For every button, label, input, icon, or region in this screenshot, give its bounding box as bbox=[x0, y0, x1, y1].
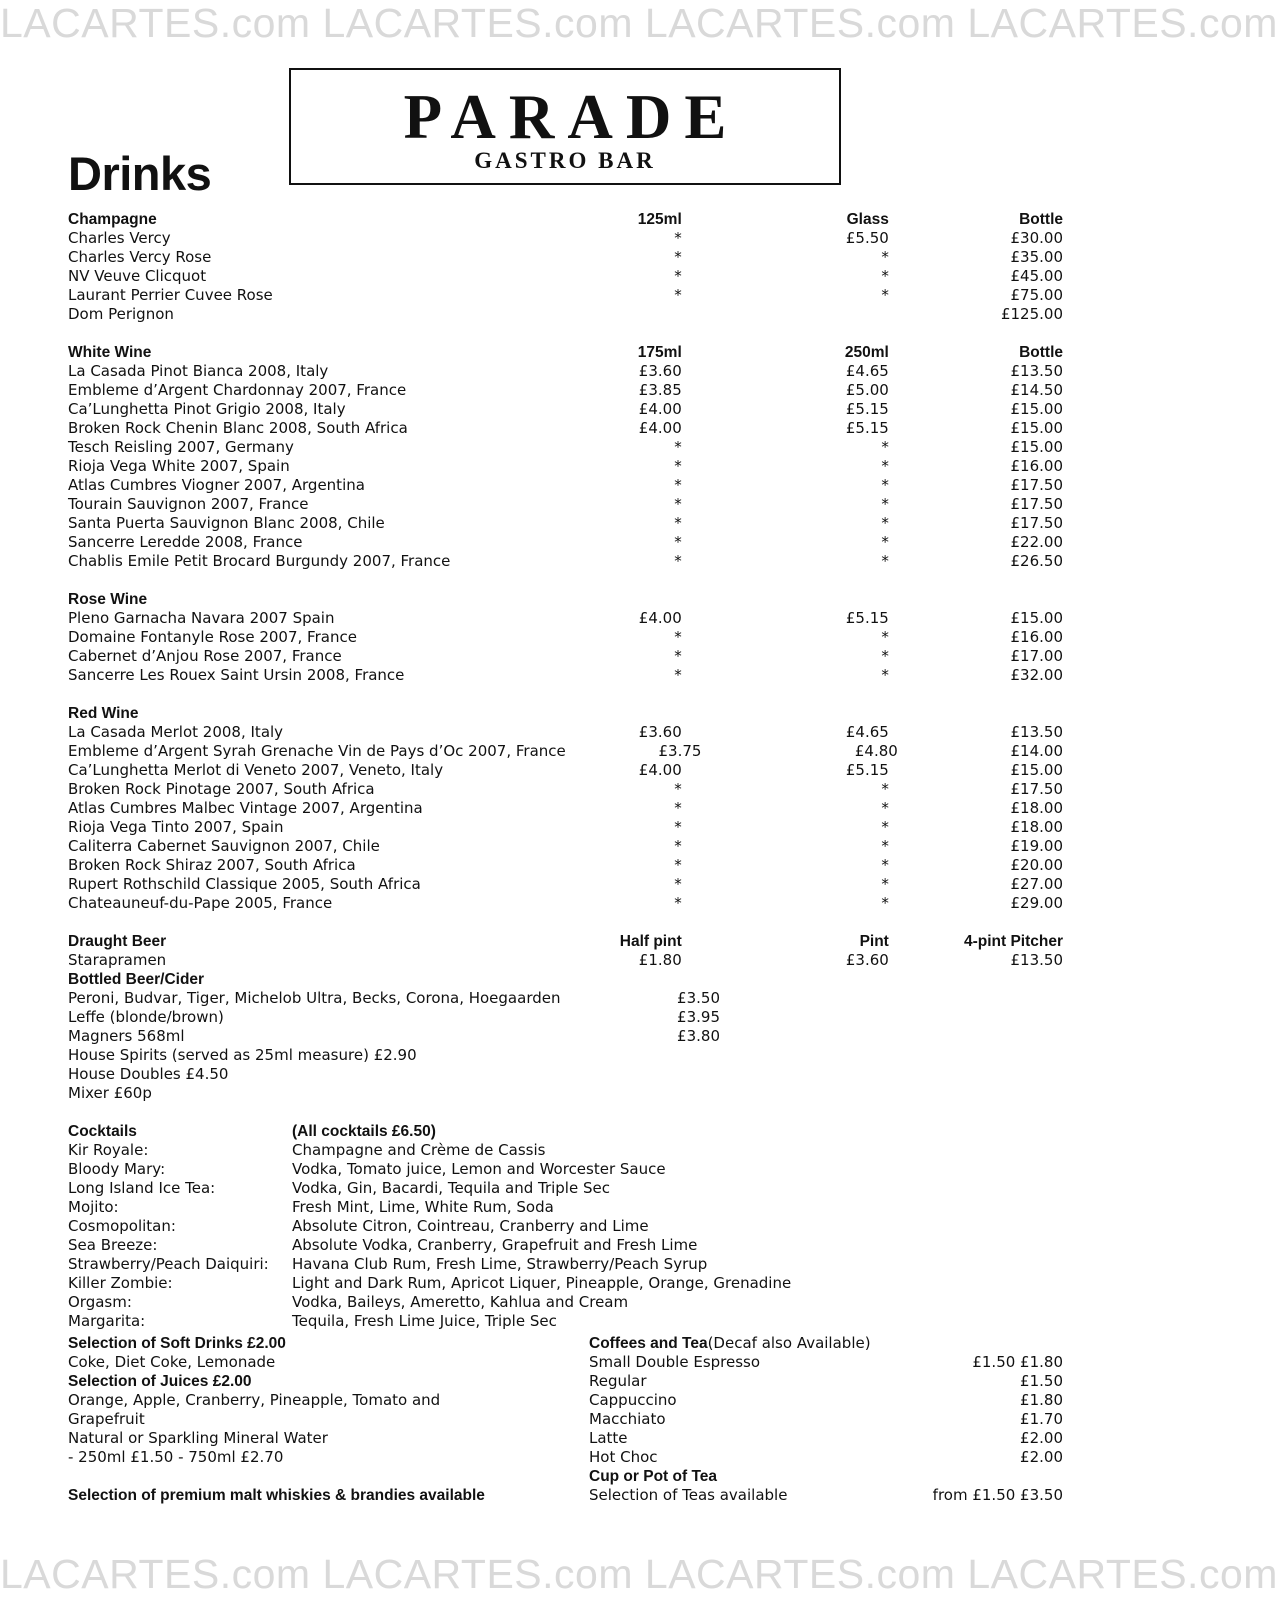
item-price: * bbox=[881, 875, 889, 893]
item-price: £29.00 bbox=[1010, 894, 1063, 912]
item-name: Ca’Lunghetta Pinot Grigio 2008, Italy bbox=[68, 400, 346, 418]
item-name: Atlas Cumbres Viogner 2007, Argentina bbox=[68, 476, 365, 494]
item-name: Dom Perignon bbox=[68, 305, 174, 323]
watermark-bottom: LACARTES.com LACARTES.com LACARTES.com LACARTES.com bbox=[0, 1551, 1278, 1597]
menu-item bbox=[68, 780, 1063, 799]
section-title: White Wine bbox=[68, 344, 152, 361]
cocktail-item bbox=[68, 1160, 1063, 1179]
item-price: £13.50 bbox=[1010, 723, 1063, 741]
cocktail-item bbox=[68, 1274, 1063, 1293]
menu-item bbox=[589, 1372, 1063, 1391]
item-name: Selection of Teas available bbox=[589, 1486, 788, 1504]
item-name: Small Double Espresso bbox=[589, 1353, 761, 1371]
menu-item bbox=[68, 628, 1063, 647]
menu-item bbox=[68, 837, 1063, 856]
menu-item bbox=[68, 799, 1063, 818]
soft-drinks-list: Coke, Diet Coke, Lemonade bbox=[68, 1353, 276, 1371]
menu-item bbox=[589, 1429, 1063, 1448]
soft-drinks-column bbox=[68, 1334, 568, 1505]
item-price: £1.70 bbox=[1020, 1410, 1063, 1428]
menu-item bbox=[68, 609, 1063, 628]
col-header bbox=[682, 590, 889, 609]
logo-box bbox=[289, 68, 841, 185]
item-name: Embleme d’Argent Chardonnay 2007, France bbox=[68, 381, 407, 399]
item-name: Latte bbox=[589, 1429, 628, 1447]
item-price: £27.00 bbox=[1010, 875, 1063, 893]
item-name: Laurant Perrier Cuvee Rose bbox=[68, 286, 273, 304]
cocktail-name: Orgasm: bbox=[68, 1293, 132, 1311]
item-price: * bbox=[674, 780, 682, 798]
item-price: * bbox=[674, 799, 682, 817]
cocktail-item bbox=[68, 1179, 1063, 1198]
cocktails-heading bbox=[68, 1122, 1063, 1141]
coffee-heading bbox=[589, 1334, 1063, 1353]
cocktail-name: Sea Breeze: bbox=[68, 1236, 158, 1254]
cocktail-name: Bloody Mary: bbox=[68, 1160, 166, 1178]
item-name: Sancerre Les Rouex Saint Ursin 2008, France bbox=[68, 666, 405, 684]
item-name: Embleme d’Argent Syrah Grenache Vin de Pays d’Oc 2007, France bbox=[68, 742, 566, 760]
cocktail-item bbox=[68, 1236, 1063, 1255]
menu-item bbox=[68, 647, 1063, 666]
item-price: £5.15 bbox=[845, 419, 889, 437]
juices-line: Grapefruit bbox=[68, 1410, 145, 1428]
cocktail-desc: Fresh Mint, Lime, White Rum, Soda bbox=[292, 1198, 554, 1216]
menu-item bbox=[589, 1353, 1063, 1372]
cocktail-desc: Light and Dark Rum, Apricot Liquer, Pineapple, Orange, Grenadine bbox=[292, 1274, 792, 1292]
cocktail-name: Cosmopolitan: bbox=[68, 1217, 176, 1235]
item-price: £30.00 bbox=[1010, 229, 1063, 247]
item-price: * bbox=[674, 229, 682, 247]
section-heading bbox=[68, 704, 1063, 723]
menu-item bbox=[68, 894, 1063, 913]
bottled-heading: Bottled Beer/Cider bbox=[68, 971, 205, 988]
col-header: 4-pint Pitcher bbox=[963, 933, 1063, 950]
coffee-column bbox=[589, 1334, 1063, 1505]
section-title: Cocktails bbox=[68, 1123, 137, 1140]
item-name: Domaine Fontanyle Rose 2007, France bbox=[68, 628, 357, 646]
item-price: * bbox=[881, 894, 889, 912]
item-price bbox=[682, 305, 889, 324]
item-price: * bbox=[674, 552, 682, 570]
item-price: £3.75 bbox=[658, 742, 702, 760]
item-price: £17.50 bbox=[1010, 476, 1063, 494]
cocktail-desc: Havana Club Rum, Fresh Lime, Strawberry/Peach Syrup bbox=[292, 1255, 708, 1273]
premium-note: Selection of premium malt whiskies & brandies available bbox=[68, 1487, 485, 1504]
item-price: £15.00 bbox=[1010, 438, 1063, 456]
item-price: * bbox=[674, 818, 682, 836]
item-name: Tourain Sauvignon 2007, France bbox=[68, 495, 309, 513]
menu-item bbox=[68, 1008, 1063, 1027]
logo-subtitle: GASTRO BAR bbox=[474, 148, 656, 173]
col-header: Pint bbox=[859, 933, 889, 950]
item-price: * bbox=[881, 628, 889, 646]
item-price: * bbox=[881, 457, 889, 475]
menu-item bbox=[589, 1410, 1063, 1429]
menu-item bbox=[68, 856, 1063, 875]
cocktails-note: (All cocktails £6.50) bbox=[292, 1123, 436, 1140]
item-price: £4.80 bbox=[854, 742, 898, 760]
item-name: Caliterra Cabernet Sauvignon 2007, Chile bbox=[68, 837, 380, 855]
menu-item bbox=[68, 305, 1063, 324]
menu-item bbox=[68, 229, 1063, 248]
menu-item bbox=[68, 951, 1063, 970]
juices-heading: Selection of Juices £2.00 bbox=[68, 1373, 252, 1390]
item-name: Broken Rock Chenin Blanc 2008, South Africa bbox=[68, 419, 408, 437]
item-name: Broken Rock Pinotage 2007, South Africa bbox=[68, 780, 375, 798]
item-name: Peroni, Budvar, Tiger, Michelob Ultra, Becks, Corona, Hoegaarden bbox=[68, 989, 561, 1007]
menu-item bbox=[68, 248, 1063, 267]
section-title: Rose Wine bbox=[68, 591, 148, 608]
col-header: 250ml bbox=[844, 344, 889, 361]
item-price: £1.80 bbox=[1020, 1391, 1063, 1409]
cocktail-item bbox=[68, 1255, 1063, 1274]
menu-item bbox=[68, 552, 1063, 571]
page-title: Drinks bbox=[68, 147, 212, 200]
item-price: £2.00 bbox=[1020, 1429, 1063, 1447]
item-name: Chablis Emile Petit Brocard Burgundy 2007, France bbox=[68, 552, 451, 570]
item-price: * bbox=[881, 286, 889, 304]
menu-item bbox=[589, 1448, 1063, 1467]
item-price: * bbox=[674, 476, 682, 494]
item-price: £16.00 bbox=[1010, 628, 1063, 646]
menu-item bbox=[68, 875, 1063, 894]
item-name: Rupert Rothschild Classique 2005, South Africa bbox=[68, 875, 421, 893]
item-name: Hot Choc bbox=[589, 1448, 658, 1466]
item-price: £32.00 bbox=[1010, 666, 1063, 684]
col-header bbox=[539, 590, 682, 609]
item-price: * bbox=[881, 267, 889, 285]
item-price: £26.50 bbox=[1010, 552, 1063, 570]
item-price: * bbox=[881, 476, 889, 494]
cocktail-name: Margarita: bbox=[68, 1312, 146, 1330]
item-price: £3.85 bbox=[638, 381, 682, 399]
menu-note: Mixer £60p bbox=[68, 1084, 152, 1102]
col-header: Glass bbox=[846, 211, 889, 228]
cocktail-item bbox=[68, 1293, 1063, 1312]
menu-item bbox=[68, 989, 1063, 1008]
item-price: £1.50 bbox=[1020, 1372, 1063, 1390]
menu-item bbox=[68, 286, 1063, 305]
col-header: 175ml bbox=[637, 344, 682, 361]
section-title: Red Wine bbox=[68, 705, 139, 722]
item-price: * bbox=[881, 514, 889, 532]
cocktail-item bbox=[68, 1141, 1063, 1160]
menu-item bbox=[68, 723, 1063, 742]
item-price: * bbox=[881, 438, 889, 456]
soft-drinks-heading: Selection of Soft Drinks £2.00 bbox=[68, 1335, 286, 1352]
item-price: * bbox=[674, 457, 682, 475]
item-name: Charles Vercy bbox=[68, 229, 171, 247]
menu-item bbox=[68, 742, 1063, 761]
item-price: £15.00 bbox=[1010, 419, 1063, 437]
item-name: Leffe (blonde/brown) bbox=[68, 1008, 224, 1026]
item-price: * bbox=[881, 837, 889, 855]
item-price: * bbox=[674, 856, 682, 874]
item-price: * bbox=[674, 628, 682, 646]
item-price: £5.15 bbox=[845, 761, 889, 779]
item-price: £75.00 bbox=[1010, 286, 1063, 304]
item-price: £19.00 bbox=[1010, 837, 1063, 855]
menu-item bbox=[68, 362, 1063, 381]
item-price: £1.50 £1.80 bbox=[972, 1353, 1063, 1371]
item-price: £14.00 bbox=[1010, 742, 1063, 760]
bottled-list bbox=[68, 989, 1063, 1046]
col-header: Half pint bbox=[619, 933, 682, 950]
item-price: * bbox=[881, 248, 889, 266]
menu-note: House Spirits (served as 25ml measure) £2.90 bbox=[68, 1046, 417, 1064]
item-price: * bbox=[674, 248, 682, 266]
watermark-top: LACARTES.com LACARTES.com LACARTES.com LACARTES.com bbox=[0, 0, 1278, 46]
item-price: £15.00 bbox=[1010, 761, 1063, 779]
item-name: Ca’Lunghetta Merlot di Veneto 2007, Veneto, Italy bbox=[68, 761, 444, 779]
item-price: £17.00 bbox=[1010, 647, 1063, 665]
menu-note: House Doubles £4.50 bbox=[68, 1065, 229, 1083]
juices-line: Orange, Apple, Cranberry, Pineapple, Tomato and bbox=[68, 1391, 441, 1409]
item-name: Charles Vercy Rose bbox=[68, 248, 212, 266]
item-price: * bbox=[674, 894, 682, 912]
coffee-list bbox=[589, 1353, 1063, 1467]
item-price: £22.00 bbox=[1010, 533, 1063, 551]
cocktail-desc: Vodka, Tomato juice, Lemon and Worcester Sauce bbox=[292, 1160, 666, 1178]
cocktail-name: Strawberry/Peach Daiquiri: bbox=[68, 1255, 269, 1273]
item-name: Chateauneuf-du-Pape 2005, France bbox=[68, 894, 333, 912]
col-header bbox=[889, 704, 1063, 723]
extras-list bbox=[68, 1046, 1063, 1103]
item-price: * bbox=[674, 438, 682, 456]
cocktail-desc: Absolute Citron, Cointreau, Cranberry and Lime bbox=[292, 1217, 649, 1235]
menu-item bbox=[68, 495, 1063, 514]
drinks-menu bbox=[68, 210, 1063, 1331]
item-price: * bbox=[674, 875, 682, 893]
cocktail-desc: Vodka, Gin, Bacardi, Tequila and Triple Sec bbox=[292, 1179, 610, 1197]
col-header: Bottle bbox=[1019, 211, 1063, 228]
section-heading bbox=[68, 590, 1063, 609]
item-name: Tesch Reisling 2007, Germany bbox=[68, 438, 294, 456]
item-price: from £1.50 £3.50 bbox=[932, 1486, 1063, 1504]
item-price: £5.00 bbox=[845, 381, 889, 399]
item-price: £3.95 bbox=[677, 1008, 720, 1026]
item-price: £17.50 bbox=[1010, 495, 1063, 513]
item-name: La Casada Merlot 2008, Italy bbox=[68, 723, 284, 741]
item-price: * bbox=[674, 837, 682, 855]
item-name: Broken Rock Shiraz 2007, South Africa bbox=[68, 856, 356, 874]
item-price: £3.60 bbox=[638, 723, 682, 741]
cocktail-item bbox=[68, 1198, 1063, 1217]
col-header bbox=[539, 704, 682, 723]
col-header bbox=[889, 590, 1063, 609]
item-name: Rioja Vega Tinto 2007, Spain bbox=[68, 818, 284, 836]
section-heading bbox=[68, 210, 1063, 229]
section-heading bbox=[68, 343, 1063, 362]
cocktail-desc: Tequila, Fresh Lime Juice, Triple Sec bbox=[292, 1312, 557, 1330]
item-price: * bbox=[881, 495, 889, 513]
item-price: £45.00 bbox=[1010, 267, 1063, 285]
item-price: £35.00 bbox=[1010, 248, 1063, 266]
item-price: * bbox=[674, 666, 682, 684]
menu-section bbox=[68, 704, 1063, 932]
item-price: £3.60 bbox=[638, 362, 682, 380]
cocktail-item bbox=[68, 1217, 1063, 1236]
item-price: £15.00 bbox=[1010, 609, 1063, 627]
menu-item bbox=[68, 533, 1063, 552]
item-price: £17.50 bbox=[1010, 780, 1063, 798]
col-header: Bottle bbox=[1019, 344, 1063, 361]
menu-item bbox=[68, 818, 1063, 837]
item-price: * bbox=[881, 552, 889, 570]
section-title: Coffees and Tea bbox=[589, 1335, 708, 1352]
cocktail-name: Mojito: bbox=[68, 1198, 119, 1216]
item-price: £3.50 bbox=[677, 989, 720, 1007]
item-price: £5.50 bbox=[845, 229, 889, 247]
logo-name: PARADE bbox=[403, 82, 740, 152]
tea-heading: Cup or Pot of Tea bbox=[589, 1468, 718, 1485]
item-name: La Casada Pinot Bianca 2008, Italy bbox=[68, 362, 329, 380]
item-price: £4.00 bbox=[638, 761, 682, 779]
item-price: * bbox=[881, 856, 889, 874]
section-title: Draught Beer bbox=[68, 933, 167, 950]
col-header bbox=[682, 704, 889, 723]
water-line: - 250ml £1.50 - 750ml £2.70 bbox=[68, 1448, 284, 1466]
col-header: 125ml bbox=[637, 211, 682, 228]
item-price: £17.50 bbox=[1010, 514, 1063, 532]
cocktail-desc: Vodka, Baileys, Ameretto, Kahlua and Cream bbox=[292, 1293, 629, 1311]
item-price: £2.00 bbox=[1020, 1448, 1063, 1466]
item-price: £125.00 bbox=[1000, 305, 1063, 323]
cocktails-section bbox=[68, 1122, 1063, 1331]
item-price: * bbox=[881, 647, 889, 665]
menu-item bbox=[68, 666, 1063, 685]
item-price: £20.00 bbox=[1010, 856, 1063, 874]
item-price: * bbox=[674, 267, 682, 285]
cocktail-desc: Champagne and Crème de Cassis bbox=[292, 1141, 546, 1159]
menu-section bbox=[68, 590, 1063, 704]
item-name: Regular bbox=[589, 1372, 647, 1390]
item-price: * bbox=[674, 514, 682, 532]
item-price: £3.60 bbox=[845, 951, 889, 969]
item-price: £4.00 bbox=[638, 400, 682, 418]
water-line: Natural or Sparkling Mineral Water bbox=[68, 1429, 328, 1447]
item-price: £18.00 bbox=[1010, 799, 1063, 817]
item-name: Cappuccino bbox=[589, 1391, 677, 1409]
menu-item bbox=[68, 514, 1063, 533]
item-price: * bbox=[881, 533, 889, 551]
item-name: Pleno Garnacha Navara 2007 Spain bbox=[68, 609, 335, 627]
item-name: Atlas Cumbres Malbec Vintage 2007, Argentina bbox=[68, 799, 423, 817]
item-price: * bbox=[881, 666, 889, 684]
menu-item bbox=[68, 1027, 1063, 1046]
item-price: £1.80 bbox=[638, 951, 682, 969]
item-name: Santa Puerta Sauvignon Blanc 2008, Chile bbox=[68, 514, 385, 532]
item-name: Macchiato bbox=[589, 1410, 666, 1428]
item-price: £13.50 bbox=[1010, 951, 1063, 969]
cocktail-item bbox=[68, 1312, 1063, 1331]
item-price: * bbox=[881, 780, 889, 798]
cocktail-name: Killer Zombie: bbox=[68, 1274, 173, 1292]
item-name: Cabernet d’Anjou Rose 2007, France bbox=[68, 647, 342, 665]
item-name: NV Veuve Clicquot bbox=[68, 267, 207, 285]
item-price bbox=[539, 305, 682, 324]
beer-heading bbox=[68, 932, 1063, 951]
item-price: * bbox=[674, 495, 682, 513]
wine-sections bbox=[68, 210, 1063, 932]
cocktail-name: Kir Royale: bbox=[68, 1141, 149, 1159]
item-price: £3.80 bbox=[677, 1027, 720, 1045]
item-price: £4.00 bbox=[638, 609, 682, 627]
menu-section bbox=[68, 343, 1063, 590]
menu-item bbox=[68, 400, 1063, 419]
item-price: * bbox=[881, 818, 889, 836]
item-price: £4.65 bbox=[845, 362, 889, 380]
item-price: £5.15 bbox=[845, 400, 889, 418]
menu-item bbox=[68, 419, 1063, 438]
item-price: £16.00 bbox=[1010, 457, 1063, 475]
menu-item bbox=[68, 761, 1063, 780]
menu-item bbox=[68, 476, 1063, 495]
item-price: £4.00 bbox=[638, 419, 682, 437]
menu-item bbox=[589, 1391, 1063, 1410]
section-title: Champagne bbox=[68, 211, 157, 228]
item-price: £5.15 bbox=[845, 609, 889, 627]
item-name: Magners 568ml bbox=[68, 1027, 185, 1045]
item-price: £13.50 bbox=[1010, 362, 1063, 380]
item-name: Sancerre Leredde 2008, France bbox=[68, 533, 303, 551]
menu-section bbox=[68, 210, 1063, 343]
menu-item bbox=[68, 267, 1063, 286]
item-name: Starapramen bbox=[68, 951, 167, 969]
cocktail-desc: Absolute Vodka, Cranberry, Grapefruit and Fresh Lime bbox=[292, 1236, 698, 1254]
beer-section bbox=[68, 932, 1063, 1103]
item-price: £4.65 bbox=[845, 723, 889, 741]
item-name: Rioja Vega White 2007, Spain bbox=[68, 457, 290, 475]
menu-item bbox=[68, 457, 1063, 476]
cocktail-name: Long Island Ice Tea: bbox=[68, 1179, 216, 1197]
item-price: * bbox=[674, 533, 682, 551]
item-price: * bbox=[881, 799, 889, 817]
item-price: £18.00 bbox=[1010, 818, 1063, 836]
coffee-heading-note: (Decaf also Available) bbox=[707, 1334, 871, 1352]
menu-item bbox=[589, 1486, 1063, 1505]
item-price: £14.50 bbox=[1010, 381, 1063, 399]
item-price: * bbox=[674, 647, 682, 665]
cocktail-list bbox=[68, 1141, 1063, 1331]
menu-item bbox=[68, 438, 1063, 457]
menu-item bbox=[68, 381, 1063, 400]
item-price: * bbox=[674, 286, 682, 304]
item-price: £15.00 bbox=[1010, 400, 1063, 418]
